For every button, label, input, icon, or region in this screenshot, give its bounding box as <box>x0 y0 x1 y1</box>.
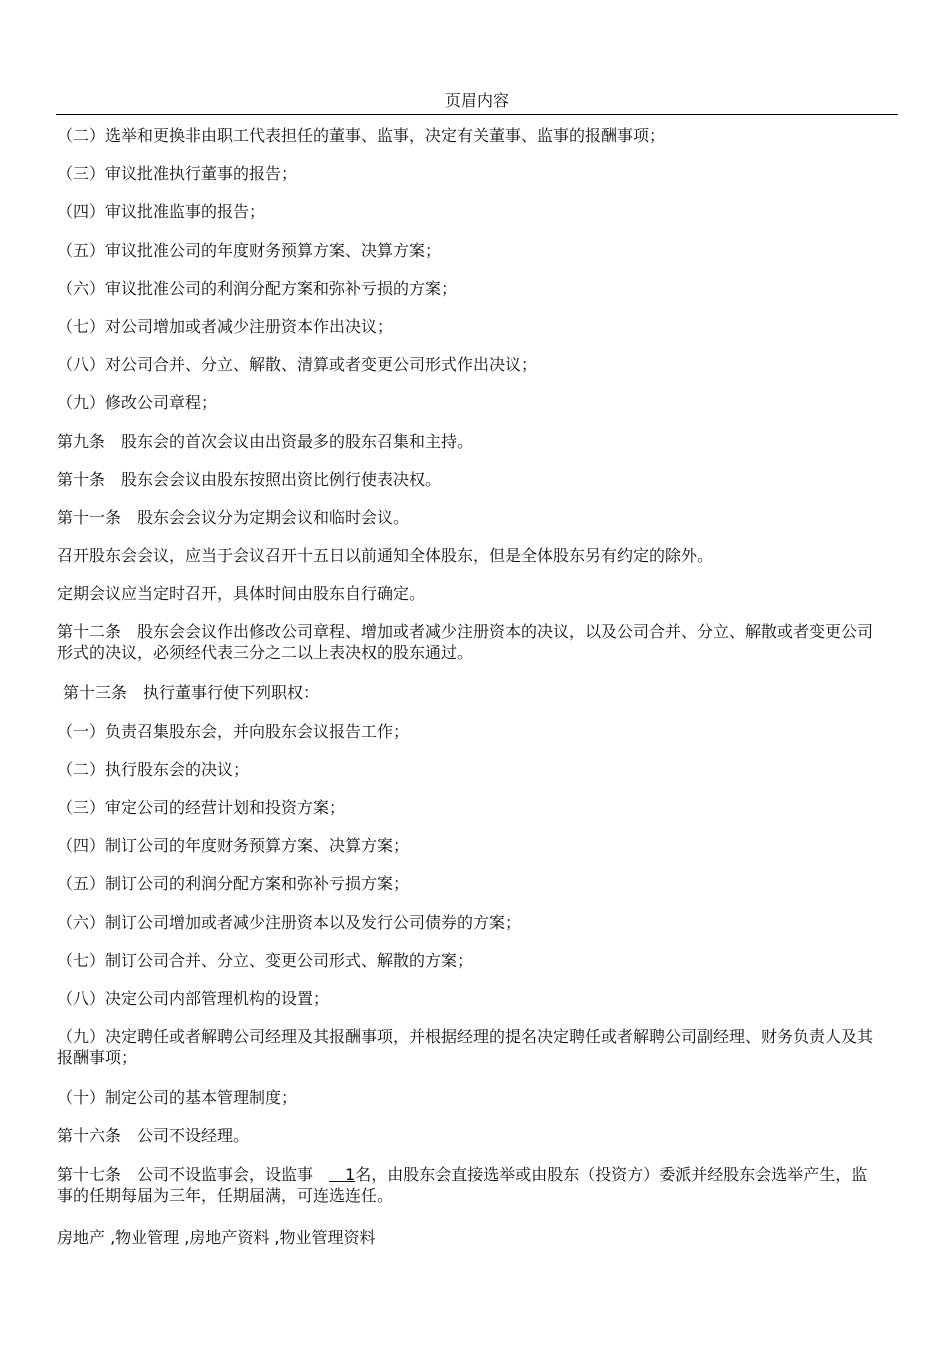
article-16: 第十六条 公司不设经理。 <box>57 1126 250 1146</box>
article-10: 第十条 股东会会议由股东按照出资比例行使表决权。 <box>57 469 442 489</box>
paragraph: （二）选举和更换非由职工代表担任的董事、监事，决定有关董事、监事的报酬事项； <box>57 126 666 145</box>
paragraph: （五）制订公司的利润分配方案和弥补亏损方案； <box>57 874 410 894</box>
supervisor-count: 1 <box>329 1164 356 1184</box>
paragraph: （一）负责召集股东会，并向股东会议报告工作； <box>57 721 410 741</box>
document-body <box>57 125 877 1225</box>
paragraph: （十）制定公司的基本管理制度； <box>57 1088 298 1108</box>
footer-keywords: 房地产 ,物业管理 ,房地产资料 ,物业管理资料 <box>57 1228 376 1247</box>
paragraph: 定期会议应当定时召开，具体时间由股东自行确定。 <box>57 584 426 604</box>
paragraph: （七）制订公司合并、分立、变更公司形式、解散的方案； <box>57 950 474 970</box>
paragraph: （五）审议批准公司的年度财务预算方案、决算方案； <box>57 240 442 260</box>
paragraph: （八）决定公司内部管理机构的设置； <box>57 988 330 1008</box>
article-17 <box>57 1164 877 1206</box>
paragraph: （四）审议批准监事的报告； <box>57 202 266 222</box>
paragraph: （六）制订公司增加或者减少注册资本以及发行公司债券的方案； <box>57 912 522 932</box>
article-17-start: 第十七条 公司不设监事会，设监事 <box>57 1164 330 1184</box>
paragraph: （八）对公司合并、分立、解散、清算或者变更公司形式作出决议； <box>57 355 538 375</box>
paragraph: （九）修改公司章程； <box>57 393 218 413</box>
article-9: 第九条 股东会的首次会议由出资最多的股东召集和主持。 <box>57 431 474 451</box>
paragraph: （四）制订公司的年度财务预算方案、决算方案； <box>57 836 410 856</box>
article-17-rest: 名，由股东会直接选举或由股东（投资方）委派并经股东会选举产生，监事的任期每届为三年，任期届满，可连选连任。 <box>57 1164 868 1205</box>
paragraph: （九）决定聘任或者解聘公司经理及其报酬事项，并根据经理的提名决定聘任或者解聘公司副经理、财务负责人及其报酬事项； <box>57 1027 874 1068</box>
paragraph: （七）对公司增加或者减少注册资本作出决议； <box>57 316 394 336</box>
paragraph: 召开股东会会议，应当于会议召开十五日以前通知全体股东，但是全体股东另有约定的除外。 <box>57 546 714 566</box>
paragraph: （二）执行股东会的决议； <box>57 759 250 779</box>
article-11: 第十一条 股东会会议分为定期会议和临时会议。 <box>57 507 410 527</box>
paragraph: （六）审议批准公司的利润分配方案和弥补亏损的方案； <box>57 278 458 298</box>
page-header <box>56 90 898 115</box>
paragraph: （三）审议批准执行董事的报告； <box>57 164 298 184</box>
header-title: 页眉内容 <box>444 91 509 110</box>
article-12: 第十二条 股东会会议作出修改公司章程、增加或者减少注册资本的决议，以及公司合并、分立、解散或者变更公司形式的决议，必须经代表三分之二以上表决权的股东通过。 <box>57 622 874 663</box>
article-13: 第十三条 执行董事行使下列职权： <box>63 683 320 703</box>
paragraph: （三）审定公司的经营计划和投资方案； <box>57 798 346 817</box>
